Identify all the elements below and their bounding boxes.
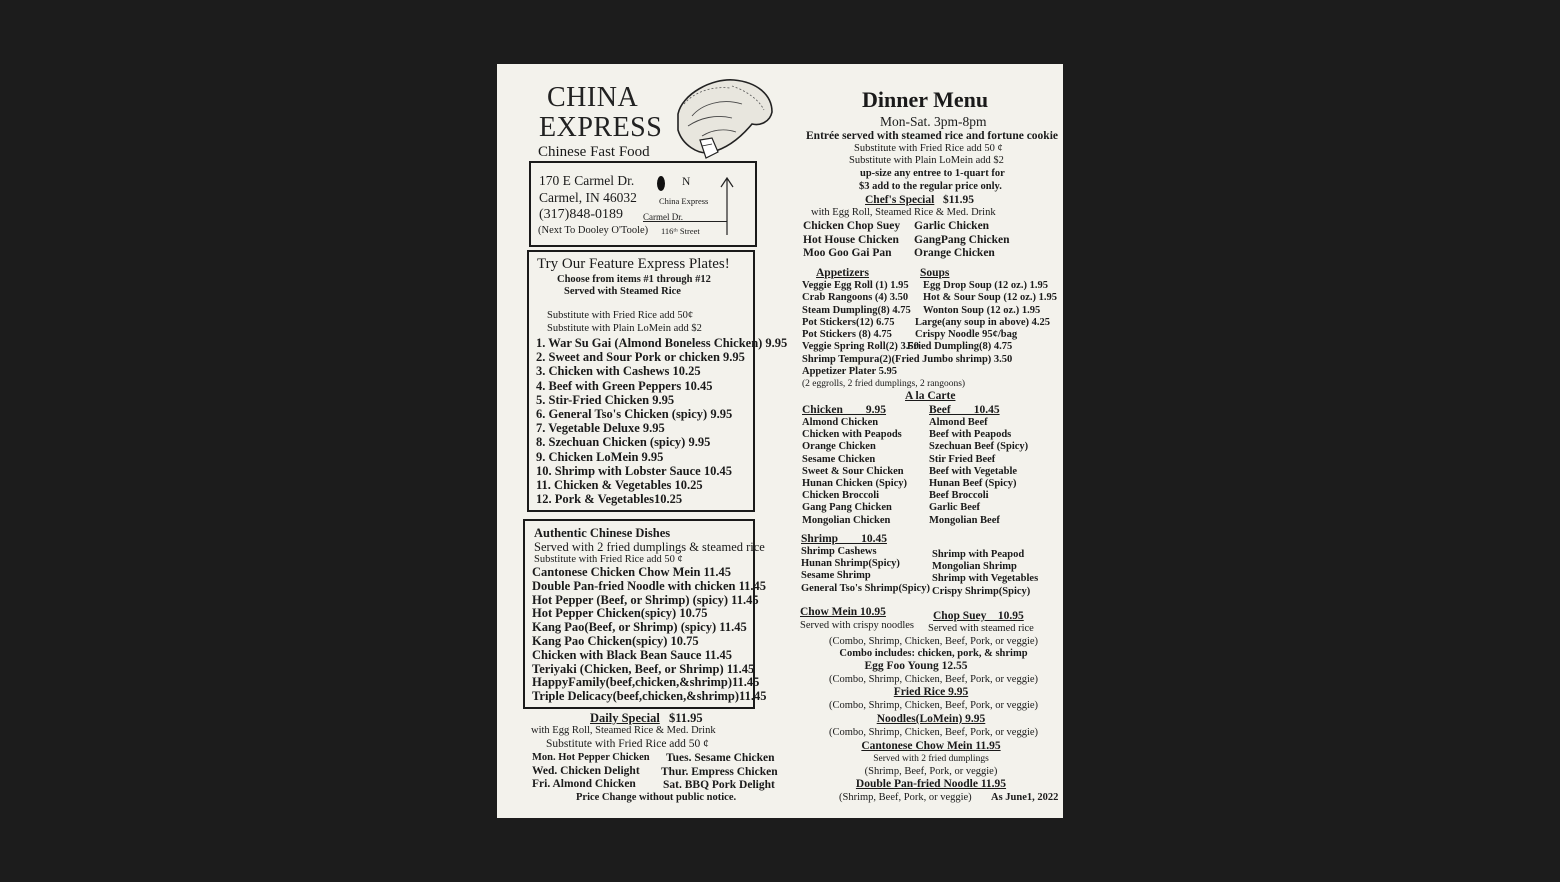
page-title: Dinner Menu bbox=[862, 87, 989, 112]
authentic-sub: Substitute with Fried Rice add 50 ¢ bbox=[534, 554, 683, 565]
upsize-2: $3 add to the regular price only. bbox=[859, 181, 1002, 192]
authentic-item: HappyFamily(beef,chicken,&shrimp)11.45 bbox=[532, 675, 760, 690]
brand-subtitle: Chinese Fast Food bbox=[538, 144, 650, 160]
chefs-item: GangPang Chicken bbox=[914, 233, 1010, 246]
shrimp-item: Shrimp with Peapod bbox=[932, 549, 1025, 560]
chicken-item: Hunan Chicken (Spicy) bbox=[802, 478, 908, 490]
appetizers-title: Appetizers bbox=[816, 267, 870, 279]
chicken-title: Chicken 9.95 bbox=[802, 404, 887, 416]
appetizer-item: Pot Stickers(12) 6.75 bbox=[802, 316, 895, 328]
chicken-item: Chicken Broccoli bbox=[802, 490, 880, 502]
chicken-item: Orange Chicken bbox=[802, 441, 876, 453]
authentic-title: Authentic Chinese Dishes bbox=[534, 526, 671, 540]
address-street: 170 E Carmel Dr. bbox=[539, 173, 635, 188]
chicken-item: Gang Pang Chicken bbox=[802, 502, 892, 514]
shrimp-title: Shrimp 10.45 bbox=[801, 533, 887, 545]
soup-item: Fried Dumpling(8) 4.75 bbox=[907, 341, 1013, 353]
daily-wed: Wed. Chicken Delight bbox=[532, 765, 640, 777]
beef-list bbox=[929, 417, 1028, 527]
daily-tues: Tues. Sesame Chicken bbox=[666, 752, 775, 764]
chefs-item: Garlic Chicken bbox=[914, 220, 990, 232]
chefs-item: Orange Chicken bbox=[914, 247, 995, 259]
express-item: 10. Shrimp with Lobster Sauce 10.45 bbox=[536, 463, 732, 478]
soup-item: Egg Drop Soup (12 oz.) 1.95 bbox=[923, 280, 1048, 291]
double-pan-fried: Double Pan-fried Noodle 11.95 bbox=[855, 778, 1007, 790]
express-item: 8. Szechuan Chicken (spicy) 9.95 bbox=[536, 435, 711, 450]
soup-item: Wonton Soup (12 oz.) 1.95 bbox=[923, 304, 1041, 316]
chefs-special-with: with Egg Roll, Steamed Rice & Med. Drink bbox=[811, 207, 996, 218]
shrimp-item: Crispy Shrimp(Spicy) bbox=[932, 585, 1031, 597]
authentic-item: Kang Pao(Beef, or Shrimp) (spicy) 11.45 bbox=[532, 620, 747, 635]
address-next-to: (Next To Dooley O'Toole) bbox=[538, 225, 649, 236]
chop-suey-title: Chop Suey 10.95 bbox=[933, 610, 1024, 622]
appetizer-item: Steam Dumpling(8) 4.75 bbox=[802, 304, 911, 316]
shrimp-item: Hunan Shrimp(Spicy) bbox=[801, 558, 900, 570]
fried-rice: Fried Rice 9.95 bbox=[893, 686, 969, 698]
authentic-item: Teriyaki (Chicken, Beef, or Shrimp) 11.45 bbox=[532, 661, 755, 676]
map-carmel-dr: Carmel Dr. bbox=[643, 212, 683, 222]
lomein: Noodles(LoMein) 9.95 bbox=[876, 713, 986, 725]
appetizer-item: Appetizer Plater 5.95 bbox=[802, 366, 897, 378]
soups-list bbox=[907, 280, 1057, 354]
express-plates-box bbox=[527, 250, 788, 512]
beef-item: Almond Beef bbox=[929, 417, 988, 428]
chop-suey-note: Served with steamed rice bbox=[928, 623, 1034, 634]
north-arrow-icon bbox=[719, 175, 735, 237]
express-items bbox=[536, 336, 787, 506]
egg-foo-options: (Combo, Shrimp, Chicken, Beef, Pork, or veggie) bbox=[828, 674, 1039, 685]
menu-page bbox=[497, 64, 1063, 818]
authentic-dishes-box bbox=[523, 519, 767, 709]
authentic-item: Chicken with Black Bean Sauce 11.45 bbox=[532, 647, 733, 662]
express-item: 7. Vegetable Deluxe 9.95 bbox=[536, 421, 665, 436]
shrimp-item: Shrimp with Vegetables bbox=[932, 573, 1039, 585]
menu-date: As June1, 2022 bbox=[991, 792, 1059, 803]
hours: Mon-Sat. 3pm-8pm bbox=[880, 114, 987, 129]
chow-mein-title: Chow Mein 10.95 bbox=[800, 606, 886, 618]
daily-thur: Thur. Empress Chicken bbox=[661, 766, 778, 778]
daily-sat: Sat. BBQ Pork Delight bbox=[663, 779, 775, 791]
soup-item: Hot & Sour Soup (12 oz.) 1.95 bbox=[923, 292, 1057, 304]
shrimp-item: General Tso's Shrimp(Spicy) bbox=[801, 582, 930, 594]
daily-mon: Mon. Hot Pepper Chicken bbox=[532, 752, 650, 763]
chefs-right-col bbox=[914, 220, 1010, 261]
authentic-item: Hot Pepper Chicken(spicy) 10.75 bbox=[532, 606, 708, 621]
express-sub-fried: Substitute with Fried Rice add 50¢ bbox=[547, 310, 694, 321]
chow-mein-note: Served with crispy noodles bbox=[800, 620, 915, 631]
shrimp-item: Mongolian Shrimp bbox=[932, 561, 1017, 573]
beef-item: Beef with Vegetable bbox=[929, 465, 1018, 477]
sub-lomein: Substitute with Plain LoMein add $2 bbox=[849, 155, 1004, 166]
authentic-item: Kang Pao Chicken(spicy) 10.75 bbox=[532, 633, 699, 648]
authentic-item: Triple Delicacy(beef,chicken,&shrimp)11.45 bbox=[532, 689, 767, 704]
soups-title: Soups bbox=[920, 267, 950, 279]
express-item: 6. General Tso's Chicken (spicy) 9.95 bbox=[536, 407, 733, 422]
shrimp-item: Shrimp Cashews bbox=[801, 546, 877, 557]
daily-special-sub: Substitute with Fried Rice add 50 ¢ bbox=[546, 738, 709, 750]
fortune-cookie-icon bbox=[672, 74, 777, 162]
shrimp-item: Sesame Shrimp bbox=[801, 570, 871, 582]
brand-line-2: EXPRESS bbox=[539, 112, 663, 143]
express-item: 1. War Su Gai (Almond Boneless Chicken) 9.95 bbox=[536, 336, 788, 350]
chicken-item: Mongolian Chicken bbox=[802, 514, 891, 526]
chefs-left-col bbox=[803, 220, 900, 261]
beef-item: Hunan Beef (Spicy) bbox=[929, 478, 1017, 490]
express-choose: Choose from items #1 through #12 bbox=[557, 274, 711, 285]
chicken-item: Chicken with Peapods bbox=[802, 429, 902, 441]
brand-line-1: CHINA bbox=[547, 82, 639, 113]
beef-item: Garlic Beef bbox=[929, 502, 981, 514]
beef-item: Stir Fried Beef bbox=[929, 453, 996, 465]
appetizer-note: (2 eggrolls, 2 fried dumplings, 2 rangoons) bbox=[802, 379, 966, 390]
map-116th: 116ᵗʰ Street bbox=[661, 226, 700, 236]
map-china-express: China Express bbox=[659, 196, 709, 206]
chefs-item: Hot House Chicken bbox=[803, 233, 899, 246]
express-item: 12. Pork & Vegetables10.25 bbox=[536, 492, 683, 507]
chicken-item: Sesame Chicken bbox=[802, 453, 876, 465]
chicken-list bbox=[802, 417, 907, 527]
combo-includes: Combo includes: chicken, pork, & shrimp bbox=[839, 648, 1028, 659]
daily-fri: Fri. Almond Chicken bbox=[532, 778, 636, 790]
beef-item: Beef Broccoli bbox=[929, 490, 989, 502]
express-item: 11. Chicken & Vegetables 10.25 bbox=[536, 478, 703, 493]
daily-special-with: with Egg Roll, Steamed Rice & Med. Drink bbox=[531, 725, 716, 736]
daily-special-price: $11.95 bbox=[669, 711, 703, 725]
beef-title: Beef 10.45 bbox=[929, 404, 1000, 416]
chefs-item: Moo Goo Gai Pan bbox=[803, 247, 892, 259]
address-city: Carmel, IN 46032 bbox=[539, 190, 637, 205]
upsize-1: up-size any entree to 1-quart for bbox=[860, 168, 1005, 179]
beef-item: Beef with Peapods bbox=[929, 429, 1012, 441]
double-options: (Shrimp, Beef, Pork, or veggie) bbox=[839, 792, 972, 803]
authentic-item: Cantonese Chicken Chow Mein 11.45 bbox=[532, 565, 731, 579]
authentic-served: Served with 2 fried dumplings & steamed rice bbox=[534, 540, 765, 554]
cantonese-note: Served with 2 fried dumplings bbox=[873, 754, 989, 764]
express-item: 5. Stir-Fried Chicken 9.95 bbox=[536, 392, 675, 407]
beef-item: Szechuan Beef (Spicy) bbox=[929, 441, 1029, 453]
alacarte-title: A la Carte bbox=[905, 390, 956, 402]
chefs-special-price: $11.95 bbox=[943, 194, 974, 206]
express-served: Served with Steamed Rice bbox=[564, 286, 681, 297]
price-notice: Price Change without public notice. bbox=[576, 792, 737, 803]
chicken-item: Sweet & Sour Chicken bbox=[802, 465, 904, 477]
express-title: Try Our Feature Express Plates! bbox=[537, 256, 730, 272]
sub-fried-rice: Substitute with Fried Rice add 50 ¢ bbox=[854, 143, 1003, 154]
appetizer-item: Shrimp Tempura(2)(Fried Jumbo shrimp) 3.50 bbox=[802, 353, 1013, 365]
egg-foo-young: Egg Foo Young 12.55 bbox=[864, 660, 968, 672]
chefs-special-title: Chef's Special bbox=[865, 194, 935, 206]
shrimp-left-list bbox=[801, 546, 930, 595]
chefs-item: Chicken Chop Suey bbox=[803, 220, 901, 232]
beef-item: Mongolian Beef bbox=[929, 514, 1000, 526]
entree-note: Entrée served with steamed rice and fortune cookie bbox=[806, 130, 1058, 142]
authentic-items bbox=[532, 566, 766, 704]
cantonese-options: (Shrimp, Beef, Pork, or veggie) bbox=[864, 766, 998, 777]
express-item: 2. Sweet and Sour Pork or chicken 9.95 bbox=[536, 350, 745, 365]
appetizer-item: Crab Rangoons (4) 3.50 bbox=[802, 292, 909, 304]
chicken-item: Almond Chicken bbox=[802, 417, 879, 428]
fried-rice-options: (Combo, Shrimp, Chicken, Beef, Pork, or veggie) bbox=[828, 700, 1039, 711]
express-sub-lomein: Substitute with Plain LoMein add $2 bbox=[547, 323, 702, 334]
authentic-item: Double Pan-fried Noodle with chicken 11.45 bbox=[532, 578, 767, 593]
appetizer-item: Veggie Egg Roll (1) 1.95 bbox=[802, 280, 909, 291]
map-road-line bbox=[643, 221, 727, 222]
express-item: 4. Beef with Green Peppers 10.45 bbox=[536, 378, 713, 393]
combo-options: (Combo, Shrimp, Chicken, Beef, Pork, or veggie) bbox=[828, 636, 1039, 647]
express-item: 9. Chicken LoMein 9.95 bbox=[536, 449, 664, 464]
lomein-options: (Combo, Shrimp, Chicken, Beef, Pork, or veggie) bbox=[828, 727, 1039, 738]
map-north: N bbox=[682, 176, 691, 188]
map-marker-icon bbox=[657, 176, 665, 191]
daily-special-title: Daily Special bbox=[590, 711, 660, 725]
cantonese-chow-mein: Cantonese Chow Mein 11.95 bbox=[861, 740, 1001, 752]
authentic-item: Hot Pepper (Beef, or Shrimp) (spicy) 11.45 bbox=[532, 592, 759, 607]
express-item: 3. Chicken with Cashews 10.25 bbox=[536, 364, 701, 379]
soup-item: Large(any soup in above) 4.25 bbox=[915, 316, 1051, 328]
appetizer-item: Veggie Spring Roll(2) 3.50 bbox=[802, 341, 919, 353]
soup-item: Crispy Noodle 95¢/bag bbox=[915, 329, 1018, 341]
address-box bbox=[529, 161, 757, 247]
address-phone: (317)848-0189 bbox=[539, 207, 623, 222]
appetizer-item: Pot Stickers (8) 4.75 bbox=[802, 329, 892, 341]
shrimp-right-list bbox=[932, 549, 1038, 598]
